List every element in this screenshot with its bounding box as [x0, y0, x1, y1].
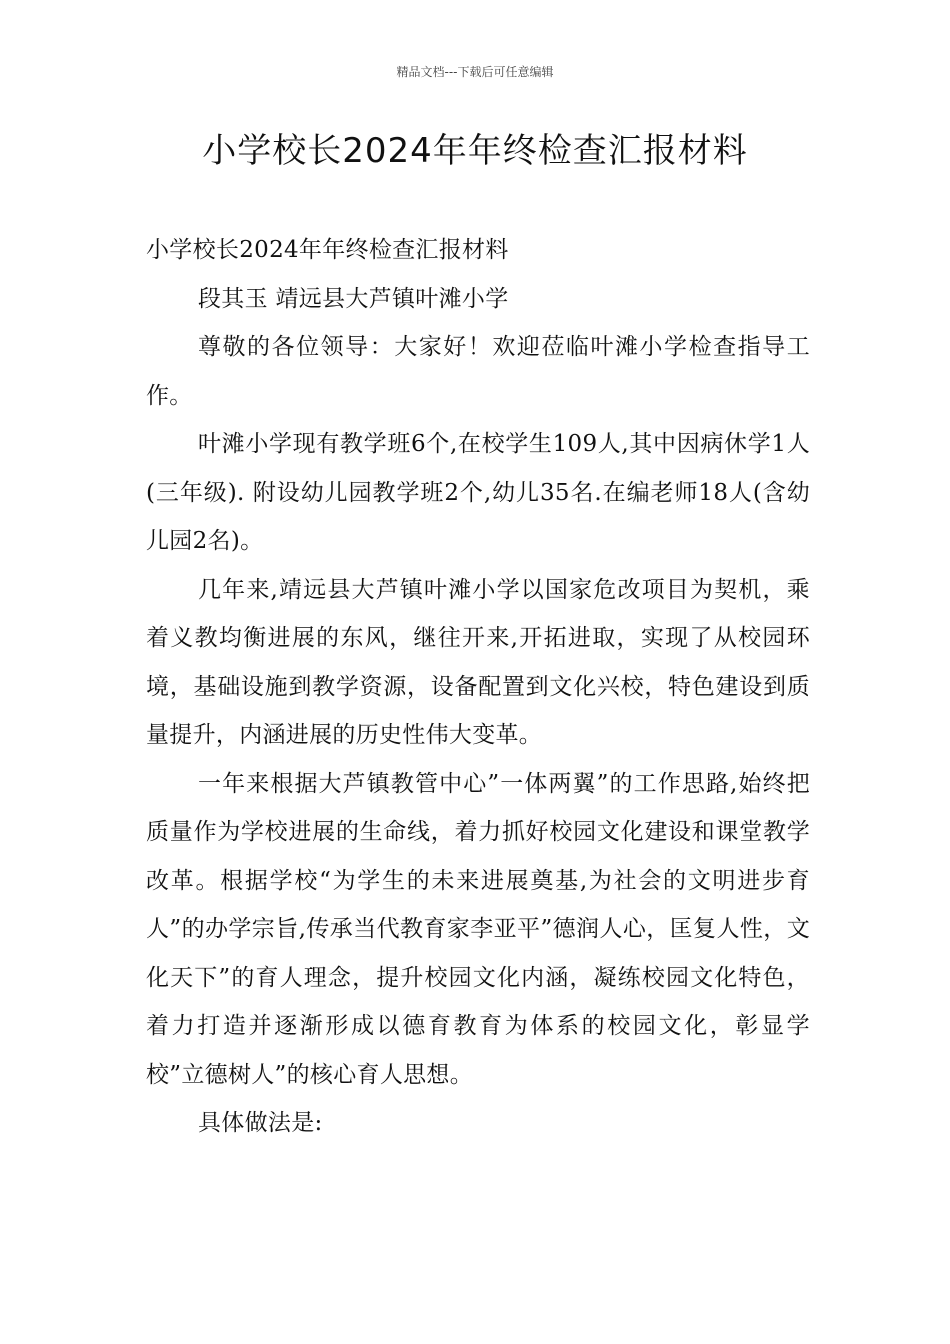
- document-body: [146, 226, 810, 1148]
- paragraph-greeting: 尊敬的各位领导：大家好！欢迎莅临叶滩小学检查指导工作。: [146, 334, 810, 409]
- paragraph-methods-intro: 具体做法是:: [198, 1110, 323, 1136]
- document-title: 小学校长2024年年终检查汇报材料: [202, 131, 748, 171]
- paragraph-author: 段其玉 靖远县大芦镇叶滩小学: [198, 285, 509, 312]
- paragraph-development: 几年来,靖远县大芦镇叶滩小学以国家危改项目为契机，乘着义教均衡进展的东风，继往开来,开拓进取，实现了从校园环境，基础设施到教学资源，设备配置到文化兴校，特色建设到质量提升，内涵进展的历史性伟大变革。: [146, 576, 810, 748]
- paragraph-subtitle: 小学校长2024年年终检查汇报材料: [146, 237, 509, 263]
- paragraph-school-overview: 叶滩小学现有教学班6个,在校学生109人,其中因病休学1人(三年级). 附设幼儿园教学班2个,幼儿35名.在编老师18人(含幼儿园2名)。: [146, 431, 810, 554]
- header-note: 精品文档---下载后可任意编辑: [396, 65, 554, 79]
- paragraph-culture: 一年来根据大芦镇教管中心”一体两翼”的工作思路,始终把质量作为学校进展的生命线，着力抓好校园文化建设和课堂教学改革。根据学校“为学生的未来进展奠基,为社会的文明进步育人”的办学宗旨,传承当代教育家李亚平”德润人心，匡复人性，文化天下”的育人理念，提升校园文化内涵，凝练校园文化特色，着力打造并逐渐形成以德育教育为体系的校园文化，彰显学校”立德树人”的核心育人思想。: [146, 770, 810, 1088]
